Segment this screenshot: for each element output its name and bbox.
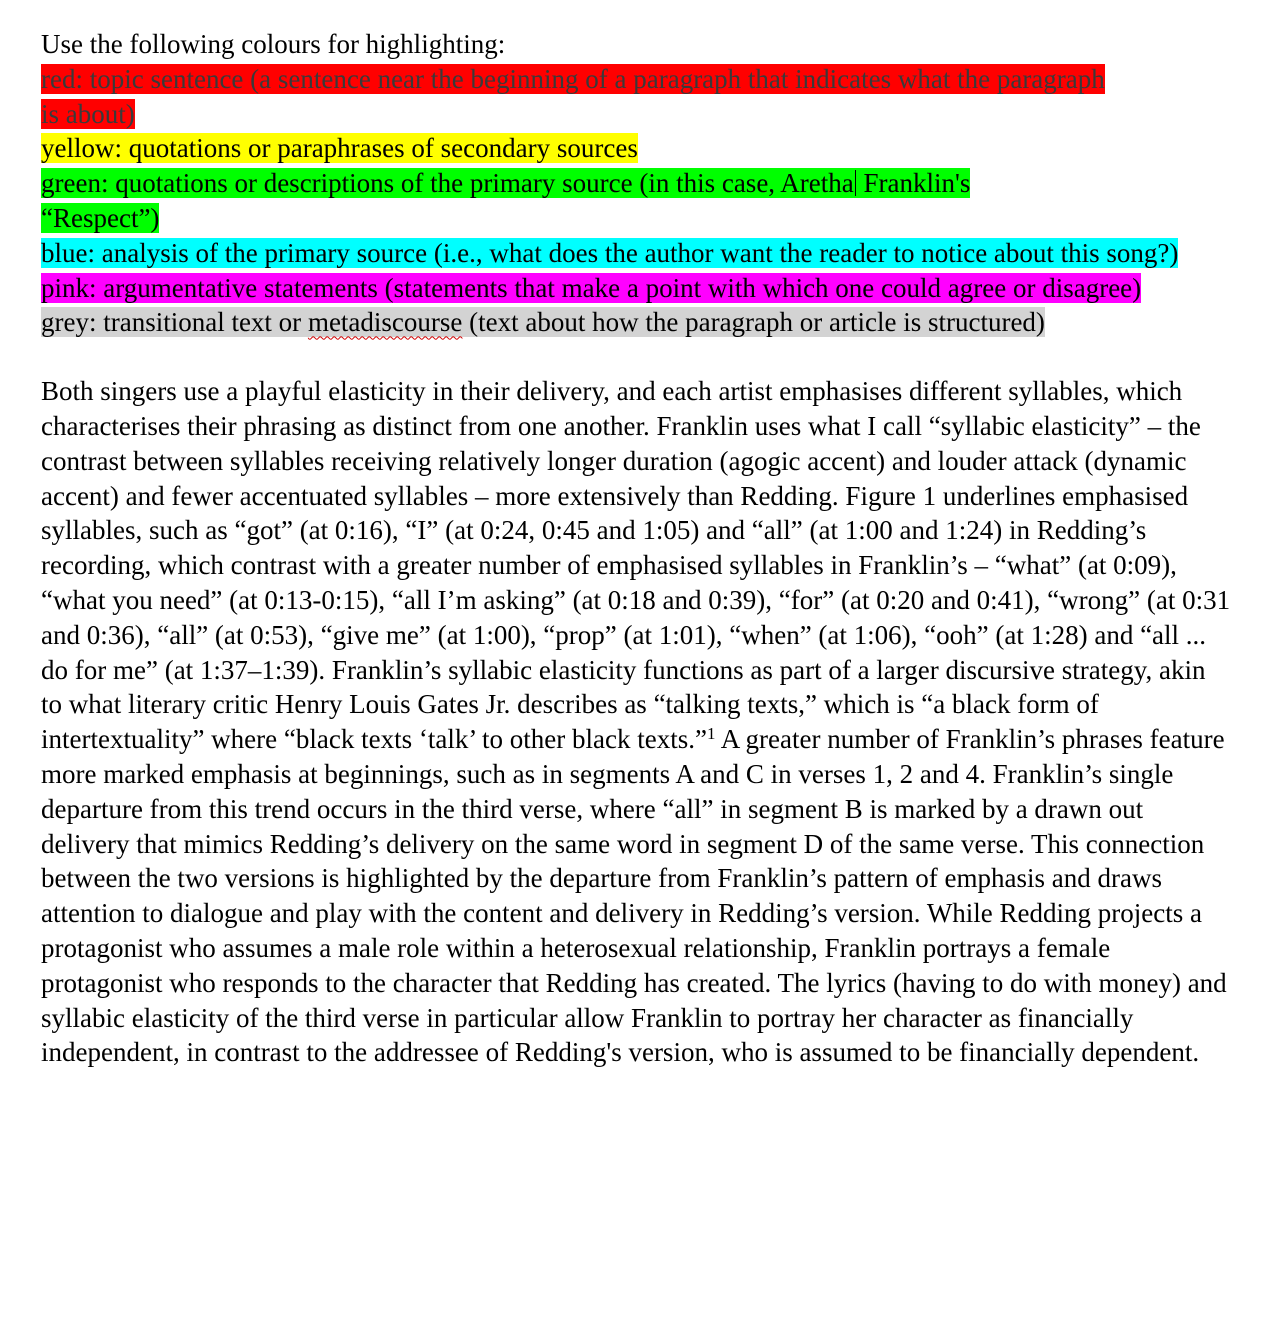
legend-grey [41,305,1181,340]
essay-paragraph[interactable] [41,374,1231,1070]
legend-yellow [41,131,1141,166]
legend-grey-text [41,307,1045,337]
essay-text-start: Both singers use a playful elasticity in their delivery, and each artist emphasises different syllables, which characterises their phrasing as distinct from one another. Franklin uses what I call “syllabic elasticity” – the contrast between syllables receiving relatively longer duration (agogic accent) and louder attack (dynamic accent) and fewer accentuated syllables – more extensively than Redding. Figure 1 underlines emphasised syllables, such as “got” (at 0:16), “I” (at 0:24, 0:45 and 1:05) and “all” (at 1:00 and 1:24) in Redding’s recording, which contrast with a greater number of emphasised syllables in Franklin’s – “what” (at 0:09), “what you need” (at 0:13-0:15), “all I’m asking” (at 0:18 and 0:39), “for” (at 0:20 and 0:41), “wrong” (at 0:31 and 0:36), “all” (at 0:53), “give me” (at 1:00), “prop” (at 1:01), “when” (at 1:06), “ooh” (at 1:28) and “all ... do for me” (at 1:37–1:39). Franklin’s syllabic elasticity functions as part of a larger discursive strategy, akin to what literary critic Henry Louis Gates Jr. describes as “talking texts,” which is “a black form of intertextuality” where “black texts ‘talk’ to other black texts.” [41,376,1231,755]
legend-blue-text: blue: analysis of the primary source (i.e., what does the author want the reader to notice about this song?) [41,237,1179,268]
document-page[interactable] [41,27,1231,1070]
paragraph-spacer [41,340,1231,374]
footnote-marker[interactable]: 1 [706,724,716,744]
text-cursor [855,170,856,196]
legend-grey-text-end: (text about how the paragraph or article is structured) [462,307,1045,338]
legend-yellow-text: yellow: quotations or paraphrases of secondary sources [41,133,638,164]
legend-red [41,62,1109,132]
legend-green [41,166,1086,236]
legend-blue [41,236,1181,271]
legend-green-text-end: Franklin's “Respect”) [41,168,971,233]
legend-green-text-start: green: quotations or descriptions of the primary source (in this case, Aretha [41,168,854,199]
essay-text-end: A greater number of Franklin’s phrases feature more marked emphasis at beginnings, such as in segments A and C in verses 1, 2 and 4. Franklin’s single departure from this trend occurs in the third verse, where “all” in segment B is marked by a drawn out delivery that mimics Redding’s delivery on the same word in segment D of the same verse. This connection between the two versions is highlighted by the departure from Franklin’s pattern of emphasis and draws attention to dialogue and play with the content and delivery in Redding’s version. While Redding projects a protagonist who assumes a male role within a heterosexual relationship, Franklin portrays a female protagonist who responds to the character that Redding has created. The lyrics (having to do with money) and syllabic elasticity of the third verse in particular allow Franklin to portray her character as financially independent, in contrast to the addressee of Redding's version, who is assumed to be financially dependent. [41,724,1227,1068]
instructions-title: Use the following colours for highlighting: [41,29,506,59]
legend-red-text: red: topic sentence (a sentence near the beginning of a paragraph that indicates what the paragraph is about) [41,63,1105,129]
legend-green-text [41,168,970,233]
spellcheck-flagged-word[interactable]: metadiscourse [307,307,463,338]
legend-grey-text-start: grey: transitional text or [41,307,308,338]
legend-pink [41,271,1161,306]
legend-pink-text: pink: argumentative statements (statements that make a point with which one could agree or disagree) [41,272,1142,303]
